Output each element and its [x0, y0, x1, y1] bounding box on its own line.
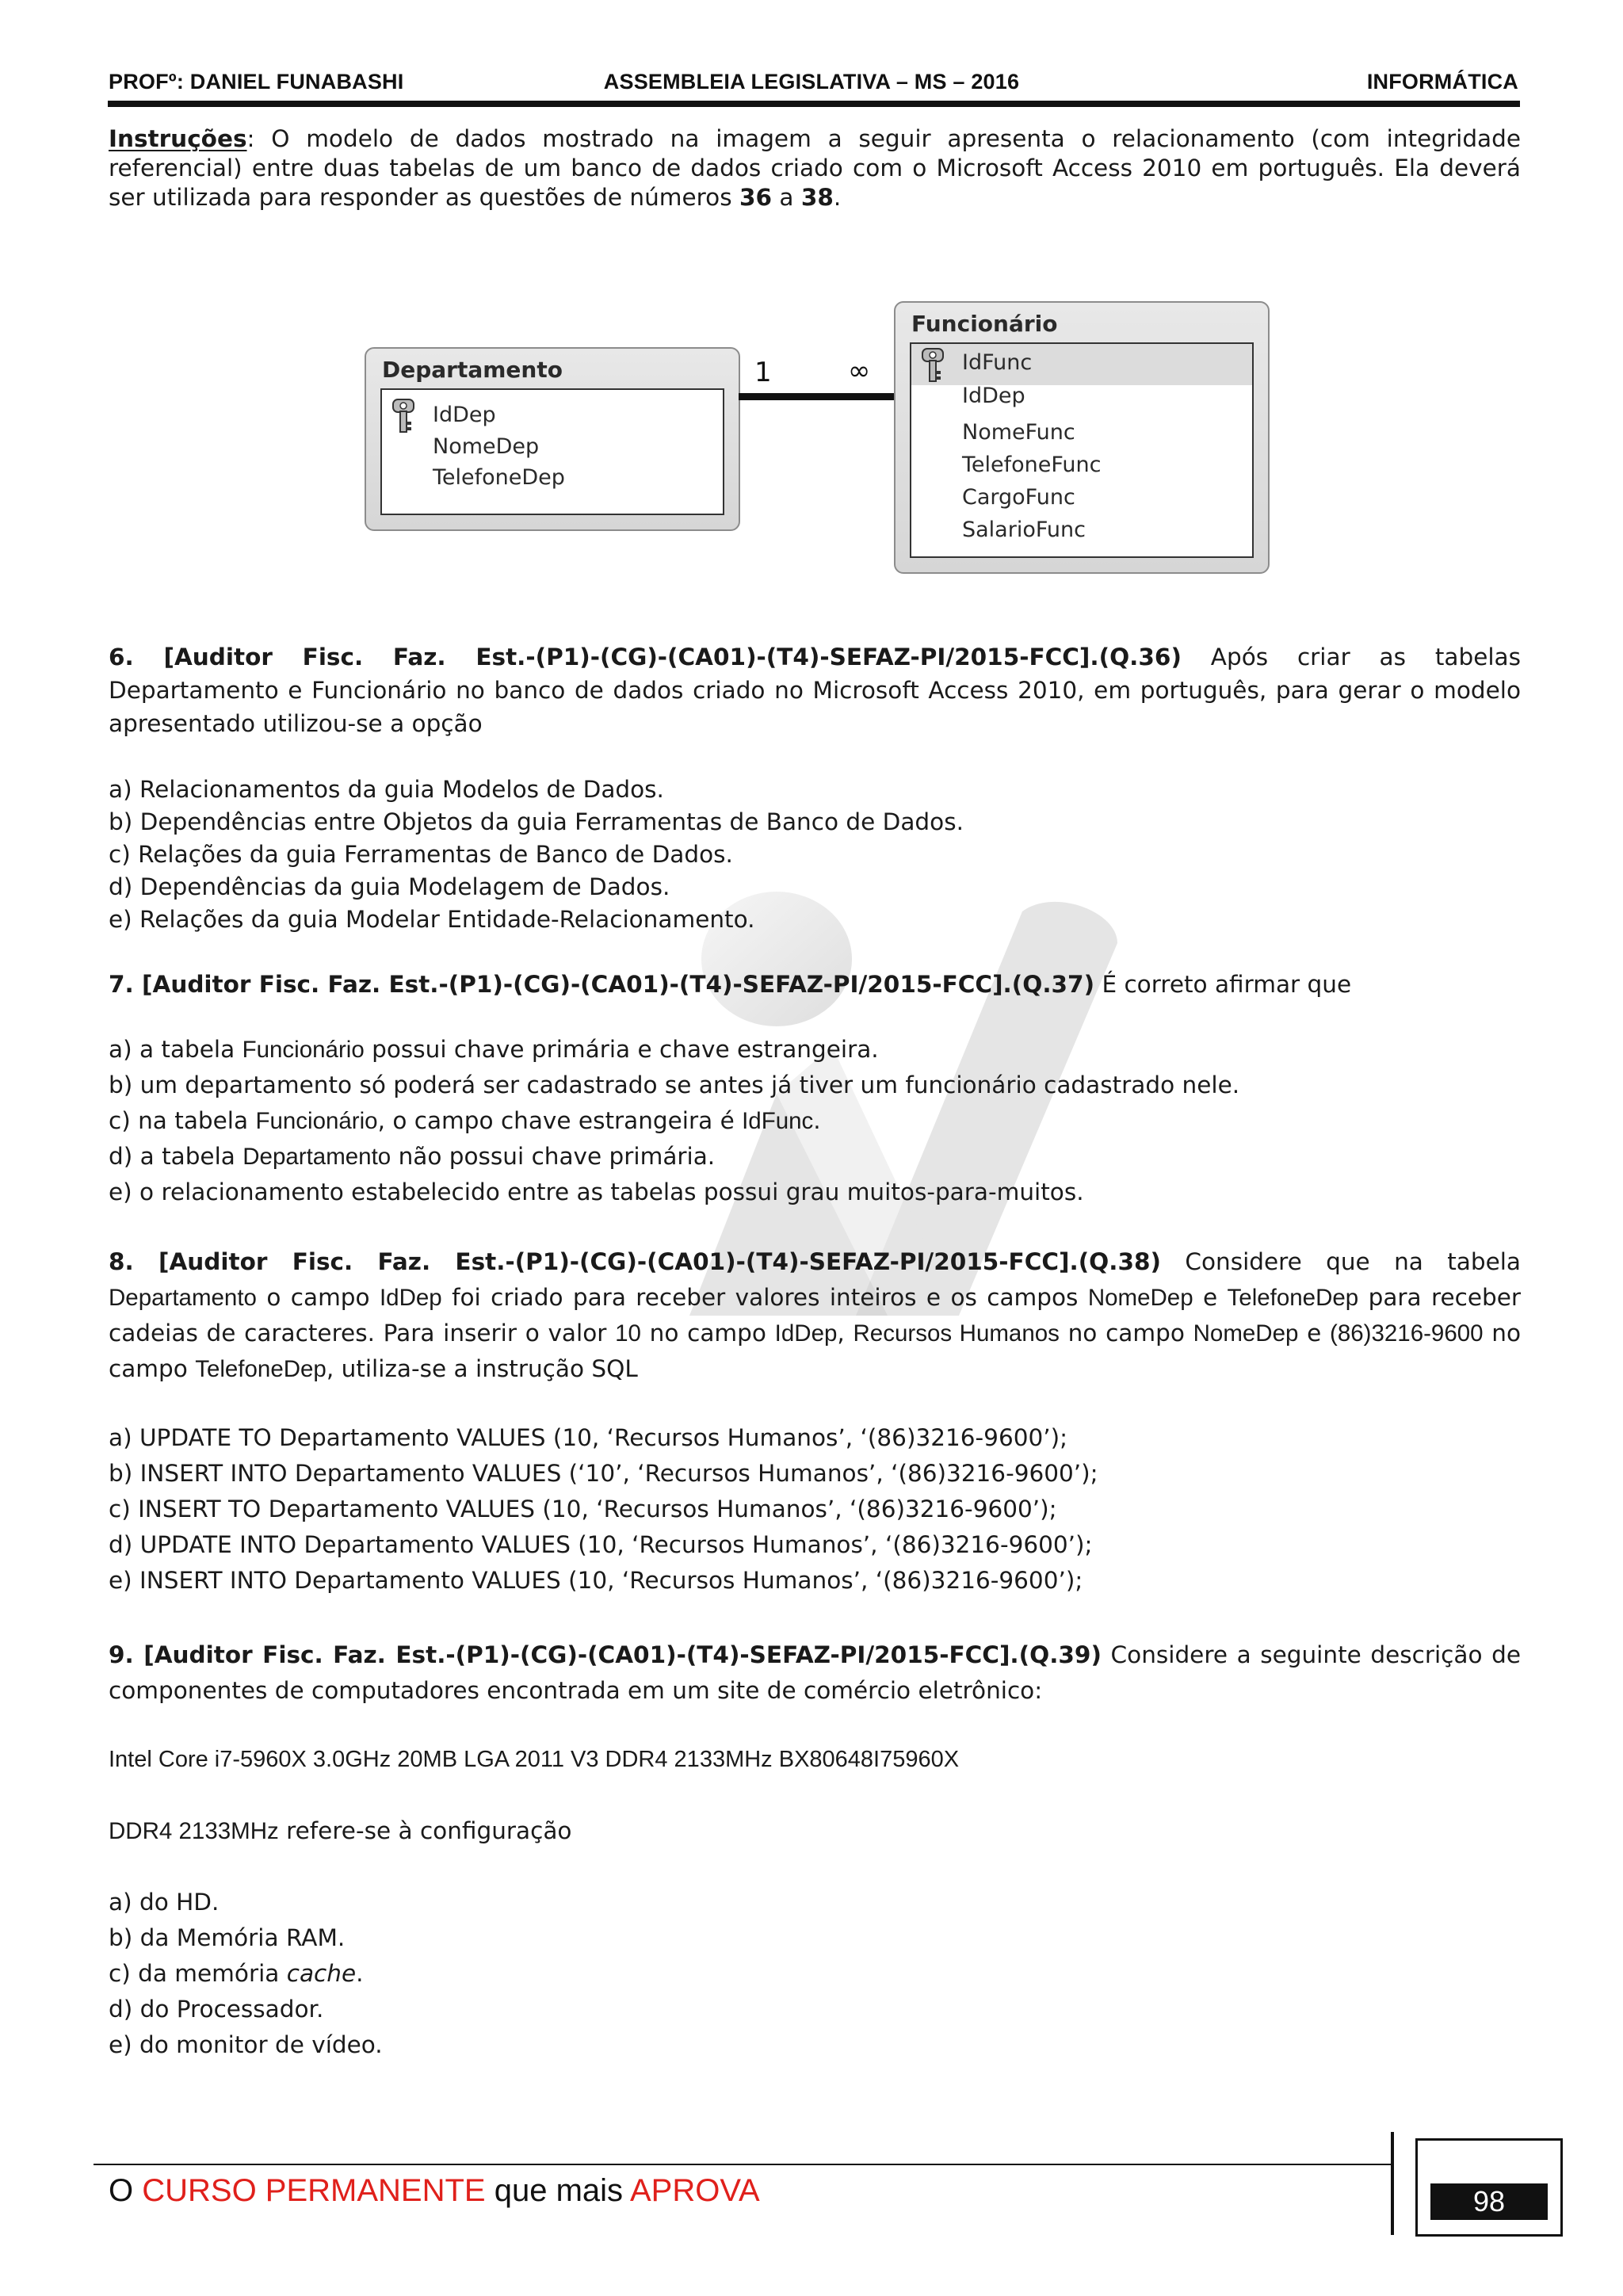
table-departamento: [365, 347, 740, 531]
primary-key-icon: [921, 347, 945, 384]
relationship-one-label: 1: [754, 357, 772, 388]
question-9-option-b: b) da Memória RAM.: [109, 1924, 346, 1951]
field-idfunc: IdFunc: [962, 350, 1033, 375]
question-7-option-a: a) a tabela Funcionário possui chave primária e chave estrangeira.: [109, 1036, 879, 1063]
footer-slogan: O CURSO PERMANENTE que mais APROVA: [109, 2173, 760, 2208]
question-6-option-c: c) Relações da guia Ferramentas de Banco de Dados.: [109, 841, 733, 868]
field-telefonefunc: TelefoneFunc: [962, 453, 1102, 477]
question-6-option-a: a) Relacionamentos da guia Modelos de Dados.: [109, 776, 664, 803]
header-subject: INFORMÁTICA: [1366, 70, 1518, 94]
header-title: ASSEMBLEIA LEGISLATIVA – MS – 2016: [603, 70, 1020, 94]
question-7-option-d: d) a tabela Departamento não possui chave primária.: [109, 1143, 716, 1170]
question-9-option-c: c) da memória cache.: [109, 1960, 364, 1987]
question-6-option-e: e) Relações da guia Modelar Entidade-Relacionamento.: [109, 906, 755, 933]
relationship-many-label: ∞: [848, 355, 871, 387]
question-7-stem: 7. [Auditor Fisc. Faz. Est.-(P1)-(CG)-(CA01)-(T4)-SEFAZ-PI/2015-FCC].(Q.37) É correto afirmar que: [109, 971, 1352, 998]
page-number-box: [1415, 2138, 1563, 2237]
question-7-option-c: c) na tabela Funcionário, o campo chave estrangeira é IdFunc.: [109, 1107, 821, 1134]
field-cargofunc: CargoFunc: [962, 485, 1075, 510]
footer-divider: [1391, 2132, 1394, 2235]
question-7-option-e: e) o relacionamento estabelecido entre as tabelas possui grau muitos-para-muitos.: [109, 1179, 1084, 1205]
question-7-option-b: b) um departamento só poderá ser cadastrado se antes já tiver um funcionário cadastrado nele.: [109, 1072, 1240, 1098]
instructions-paragraph: Instruções: O modelo de dados mostrado na imagem a seguir apresenta o relacionamento (com integridade referencial) entre duas tabelas de um banco de dados criado com o Microsoft Access 2010 em português. Ela deverá ser utilizada para responder as questões de números 36 a 38.: [109, 125, 1521, 211]
primary-key-icon: [391, 398, 415, 434]
question-8-option-c: c) INSERT TO Departamento VALUES (10, ‘Recursos Humanos’, ‘(86)3216-9600’);: [109, 1496, 1057, 1522]
field-telefonedep: TelefoneDep: [433, 465, 565, 490]
table-title: Funcionário: [911, 311, 1058, 337]
question-6-stem: 6. [Auditor Fisc. Faz. Est.-(P1)-(CG)-(CA01)-(T4)-SEFAZ-PI/2015-FCC].(Q.36) Após criar as tabelas Departamento e Funcionário no banco de dados criado no Microsoft Access 2010, em português, para gerar o modelo apresentado utilizou-se a opção: [109, 644, 1521, 737]
field-iddep: IdDep: [962, 384, 1025, 408]
question-8-header: 8. [Auditor Fisc. Faz. Est.-(P1)-(CG)-(CA01)-(T4)-SEFAZ-PI/2015-FCC].(Q.38): [109, 1248, 1161, 1275]
question-9-option-a: a) do HD.: [109, 1889, 220, 1916]
table-funcionario: [894, 301, 1270, 574]
field-salariofunc: SalarioFunc: [962, 518, 1086, 542]
question-6-header: 6. [Auditor Fisc. Faz. Est.-(P1)-(CG)-(CA01)-(T4)-SEFAZ-PI/2015-FCC].(Q.36): [109, 644, 1182, 670]
question-8-option-e: e) INSERT INTO Departamento VALUES (10, ‘Recursos Humanos’, ‘(86)3216-9600’);: [109, 1567, 1083, 1594]
footer-rule: [94, 2164, 1393, 2165]
question-9-option-d: d) do Processador.: [109, 1996, 324, 2023]
question-8-option-a: a) UPDATE TO Departamento VALUES (10, ‘Recursos Humanos’, ‘(86)3216-9600’);: [109, 1424, 1068, 1451]
table-title: Departamento: [382, 357, 563, 383]
question-7-header: 7. [Auditor Fisc. Faz. Est.-(P1)-(CG)-(CA01)-(T4)-SEFAZ-PI/2015-FCC].(Q.37): [109, 971, 1095, 998]
relationship-line: [739, 393, 896, 400]
question-8-option-d: d) UPDATE INTO Departamento VALUES (10, ‘Recursos Humanos’, ‘(86)3216-9600’);: [109, 1531, 1093, 1558]
question-6-option-b: b) Dependências entre Objetos da guia Ferramentas de Banco de Dados.: [109, 808, 964, 835]
question-9-prompt: DDR4 2133MHz refere-se à configuração: [109, 1817, 572, 1844]
question-9-spec: Intel Core i7-5960X 3.0GHz 20MB LGA 2011 V3 DDR4 2133MHz BX80648I75960X: [109, 1747, 960, 1772]
question-9-stem: 9. [Auditor Fisc. Faz. Est.-(P1)-(CG)-(CA01)-(T4)-SEFAZ-PI/2015-FCC].(Q.39) Considere a seguinte descrição de componentes de computadores encontrada em um site de comércio eletrônico:: [109, 1641, 1521, 1704]
page-number: 98: [1430, 2183, 1548, 2220]
header-rule: [108, 101, 1520, 107]
question-9-header: 9. [Auditor Fisc. Faz. Est.-(P1)-(CG)-(CA01)-(T4)-SEFAZ-PI/2015-FCC].(Q.39): [109, 1641, 1102, 1668]
header-author: PROFº: DANIEL FUNABASHI: [109, 70, 404, 94]
field-nomedep: NomeDep: [433, 434, 540, 459]
field-nomefunc: NomeFunc: [962, 420, 1075, 445]
instructions-label: Instruções: [109, 125, 247, 152]
question-8-option-b: b) INSERT INTO Departamento VALUES (‘10’, ‘Recursos Humanos’, ‘(86)3216-9600’);: [109, 1460, 1098, 1487]
question-9-option-e: e) do monitor de vídeo.: [109, 2031, 383, 2058]
question-6-option-d: d) Dependências da guia Modelagem de Dados.: [109, 873, 670, 900]
question-8-stem: 8. [Auditor Fisc. Faz. Est.-(P1)-(CG)-(CA01)-(T4)-SEFAZ-PI/2015-FCC].(Q.38) Considere que na tabela Departamento o campo IdDep foi criado para receber valores inteiros e os campos NomeDep e TelefoneDep para receber cadeias de caracteres. Para inserir o valor 10 no campo IdDep, Recursos Humanos no campo NomeDep e (86)3216-9600 no campo TelefoneDep, utiliza-se a instrução SQL: [109, 1248, 1522, 1382]
field-iddep: IdDep: [433, 403, 496, 427]
